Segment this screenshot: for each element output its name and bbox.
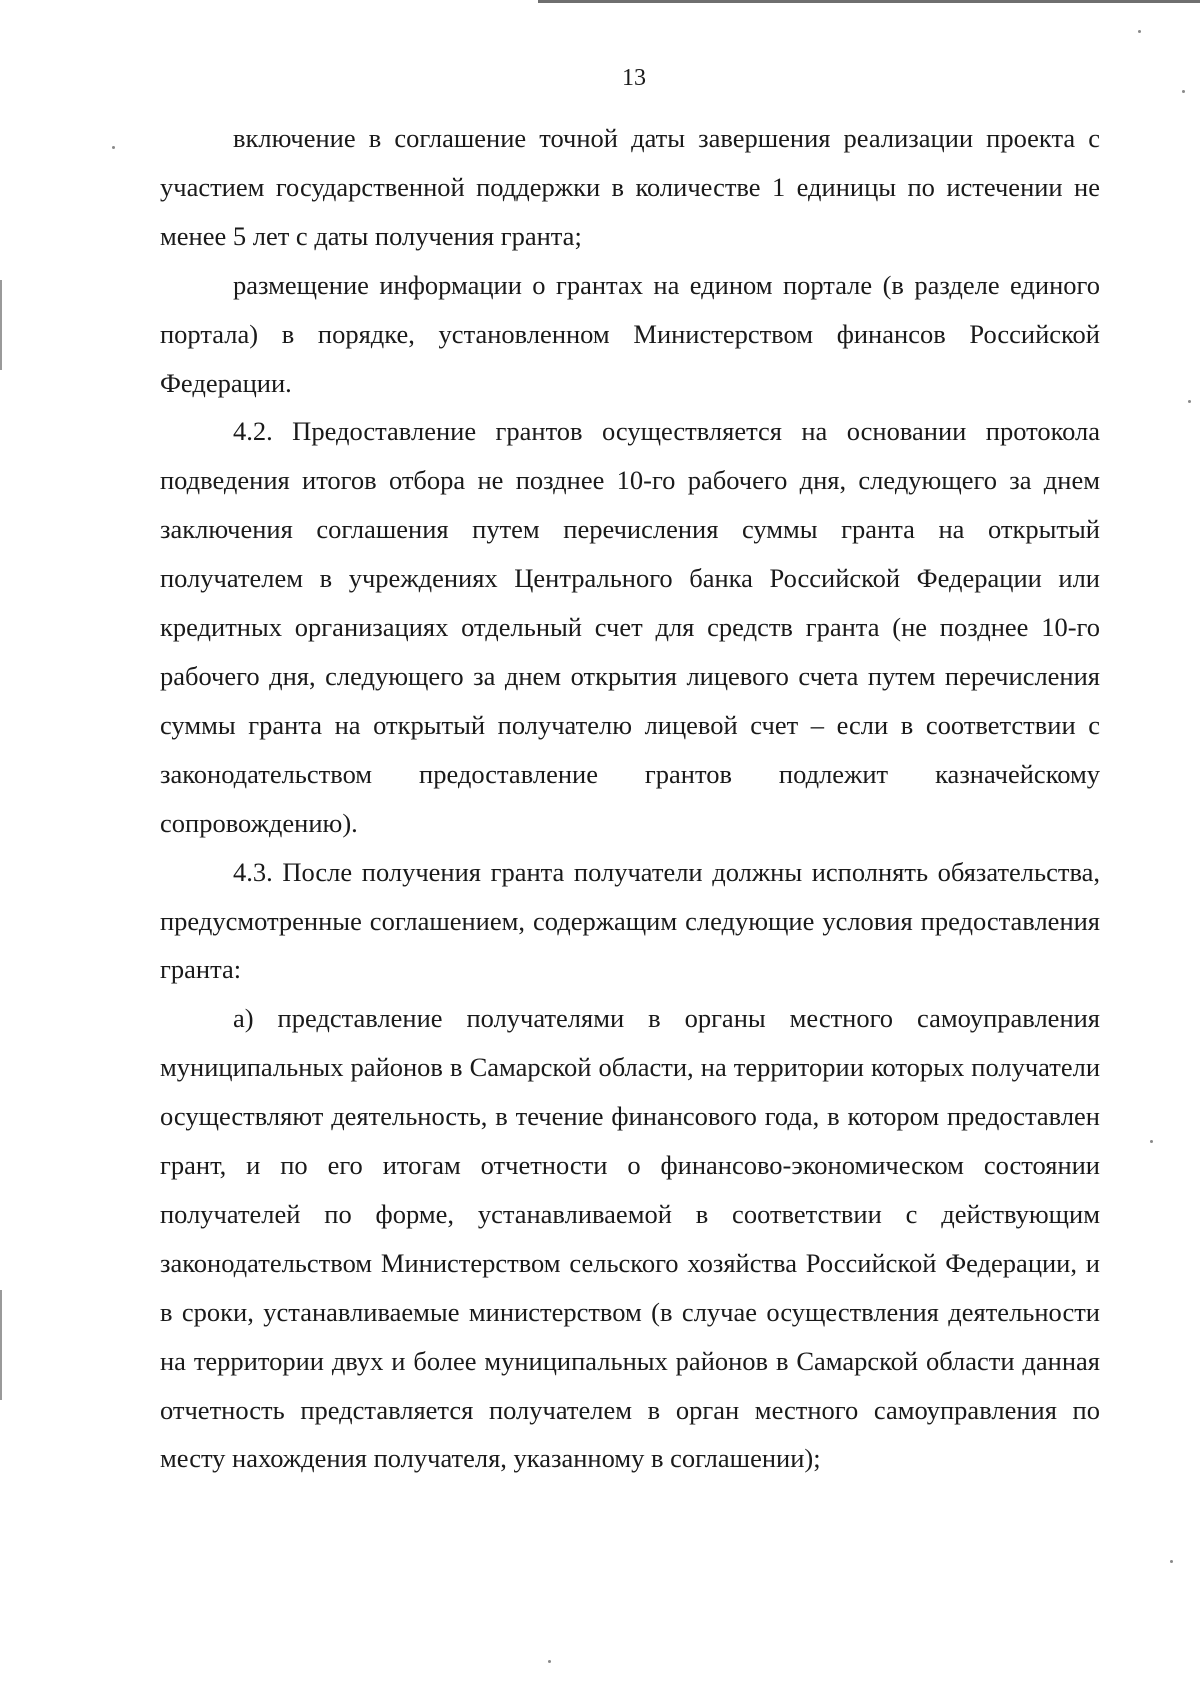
scan-speck bbox=[1150, 1140, 1153, 1143]
scan-top-edge-line bbox=[538, 0, 1200, 3]
scan-speck bbox=[1188, 400, 1191, 403]
scan-left-edge-mark bbox=[0, 280, 2, 370]
page-number: 13 bbox=[622, 65, 646, 91]
paragraph-section-4-3: 4.3. После получения гранта получатели должны исполнять обязательства, предусмотренные соглашением, содержащим следующие условия предоставления гранта: bbox=[160, 856, 1100, 985]
scan-left-edge-mark bbox=[0, 1290, 2, 1400]
paragraph-project-completion-date: включение в соглашение точной даты завершения реализации проекта с участием государственной поддержки в количестве 1 единицы по истечении не менее 5 лет с даты получения гранта; bbox=[160, 123, 1100, 251]
scan-speck bbox=[1138, 30, 1141, 33]
paragraph-section-4-2: 4.2. Предоставление грантов осуществляется на основании протокола подведения итогов отбора не позднее 10-го рабочего дня, следующего за днем заключения соглашения путем перечисления суммы гранта на открытый получателем в учреждениях Центрального банка Российской Федерации или кредитных организациях отдельный счет для средств гранта (не позднее 10-го рабочего дня, следующего за днем открытия лицевого счета путем перечисления суммы гранта на открытый получателю лицевой счет – если в соответствии с законодательством предоставление грантов подлежит казначейскому сопровождению). bbox=[160, 416, 1100, 838]
scan-speck bbox=[1170, 1560, 1173, 1563]
document-body bbox=[160, 114, 1100, 1483]
scan-speck bbox=[548, 1660, 551, 1663]
paragraph-portal-information: размещение информации о грантах на едином портале (в разделе единого портала) в порядке, установленном Министерством финансов Российской Федерации. bbox=[160, 269, 1100, 398]
scan-speck bbox=[112, 146, 115, 149]
paragraph-item-a-reporting: а) представление получателями в органы местного самоуправления муниципальных районов в Самарской области, на территории которых получатели осуществляют деятельность, в течение финансового года, в котором предоставлен грант, и по его итогам отчетности о финансово-экономическом состоянии получателей по форме, устанавливаемой в соответствии с действующим законодательством Министерством сельского хозяйства Российской Федерации, и в сроки, устанавливаемые министерством (в случае осуществления деятельности на территории двух и более муниципальных районов в Самарской области данная отчетность представляется получателем в орган местного самоуправления по месту нахождения получателя, указанному в соглашении); bbox=[160, 1003, 1100, 1474]
